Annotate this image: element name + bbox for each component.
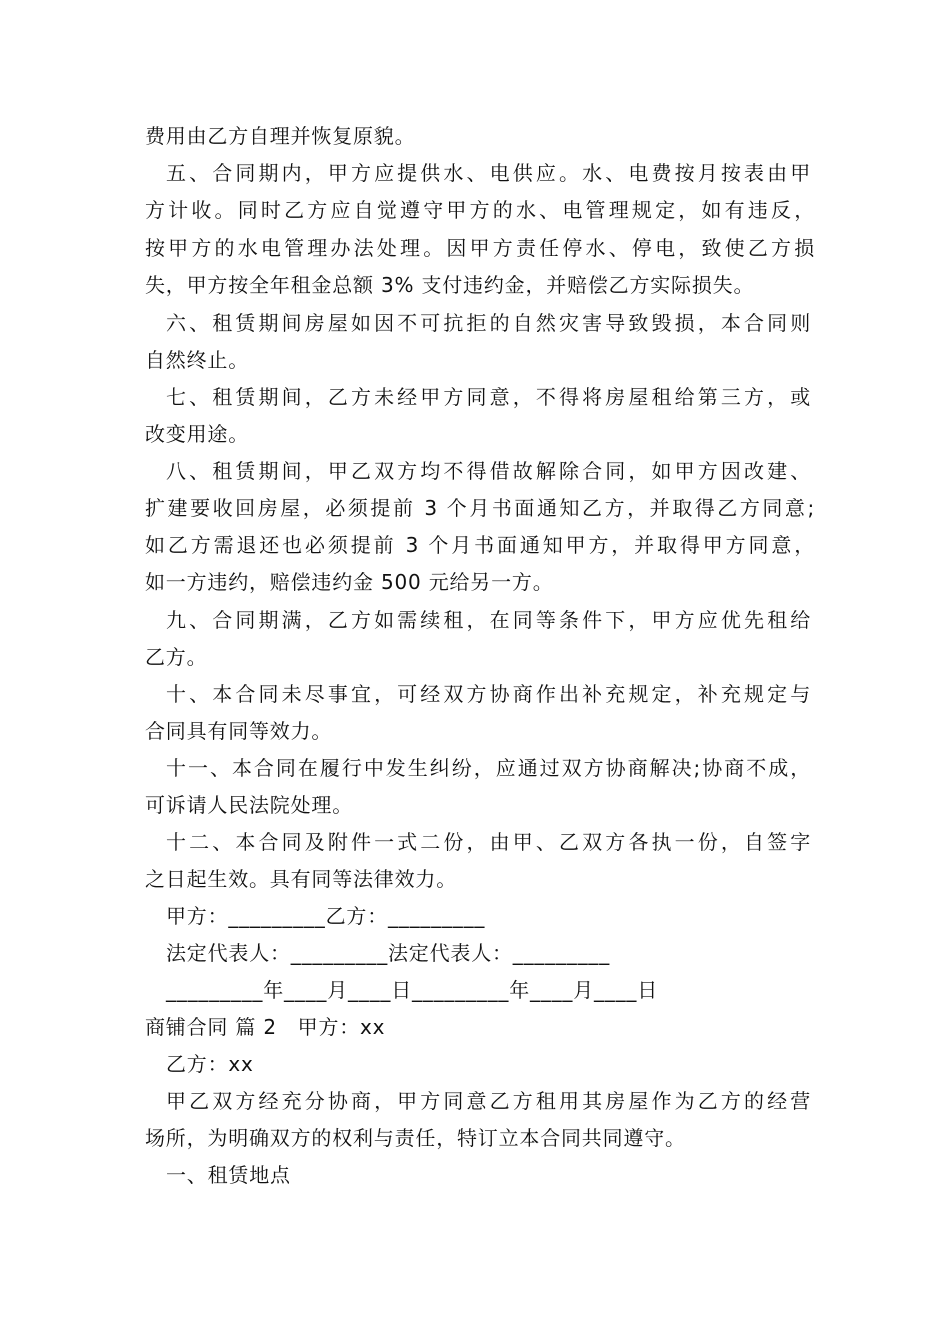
clause-10-line: 十、本合同未尽事宜，可经双方协商作出补充规定，补充规定与 <box>166 682 811 706</box>
party-b-line: 乙方：xx <box>166 1052 254 1076</box>
text-line: 改变用途。 <box>145 422 249 446</box>
clause-6-line: 六、租赁期间房屋如因不可抗拒的自然灾害导致毁损，本合同则 <box>166 311 811 335</box>
text-line: 失，甲方按全年租金总额 3% 支付违约金，并赔偿乙方实际损失。 <box>145 273 755 297</box>
text-line: 乙方。 <box>145 645 208 669</box>
text-line: 可诉请人民法院处理。 <box>145 793 353 817</box>
clause-1-heading: 一、租赁地点 <box>166 1163 291 1187</box>
text-line: 方计收。同时乙方应自觉遵守甲方的水、电管理规定，如有违反， <box>145 198 815 222</box>
preamble-line: 甲乙双方经充分协商，甲方同意乙方租用其房屋作为乙方的经营 <box>166 1089 811 1113</box>
text-line: 按甲方的水电管理办法处理。因甲方责任停水、停电，致使乙方损 <box>145 236 815 260</box>
clause-11-line: 十一、本合同在履行中发生纠纷，应通过双方协商解决;协商不成， <box>166 756 811 780</box>
text-line: 场所，为明确双方的权利与责任，特订立本合同共同遵守。 <box>145 1126 686 1150</box>
section-heading: 商铺合同 篇 2 甲方：xx <box>145 1015 386 1039</box>
text-line: 如乙方需退还也必须提前 3 个月书面通知甲方，并取得甲方同意， <box>145 533 815 557</box>
text-line: 扩建要收回房屋，必须提前 3 个月书面通知乙方，并取得乙方同意; <box>145 496 815 520</box>
clause-7-line: 七、租赁期间，乙方未经甲方同意，不得将房屋租给第三方，或 <box>166 385 811 409</box>
clause-8-line: 八、租赁期间，甲乙双方均不得借故解除合同，如甲方因改建、 <box>166 459 811 483</box>
text-line: 如一方违约，赔偿违约金 500 元给另一方。 <box>145 570 554 594</box>
text-line: 合同具有同等效力。 <box>145 719 333 743</box>
signature-representatives-line: 法定代表人：_________法定代表人：_________ <box>166 941 610 965</box>
clause-9-line: 九、合同期满，乙方如需续租，在同等条件下，甲方应优先租给 <box>166 608 811 632</box>
text-line: 费用由乙方自理并恢复原貌。 <box>145 124 416 148</box>
clause-5-line: 五、合同期内，甲方应提供水、电供应。水、电费按月按表由甲 <box>166 161 811 185</box>
clause-12-line: 十二、本合同及附件一式二份，由甲、乙双方各执一份，自签字 <box>166 830 811 854</box>
text-line: 自然终止。 <box>145 348 249 372</box>
text-line: 之日起生效。具有同等法律效力。 <box>145 867 457 891</box>
signature-date-line: _________年____月____日_________年____月____日 <box>166 978 658 1002</box>
signature-parties-line: 甲方：_________乙方：_________ <box>166 904 486 928</box>
